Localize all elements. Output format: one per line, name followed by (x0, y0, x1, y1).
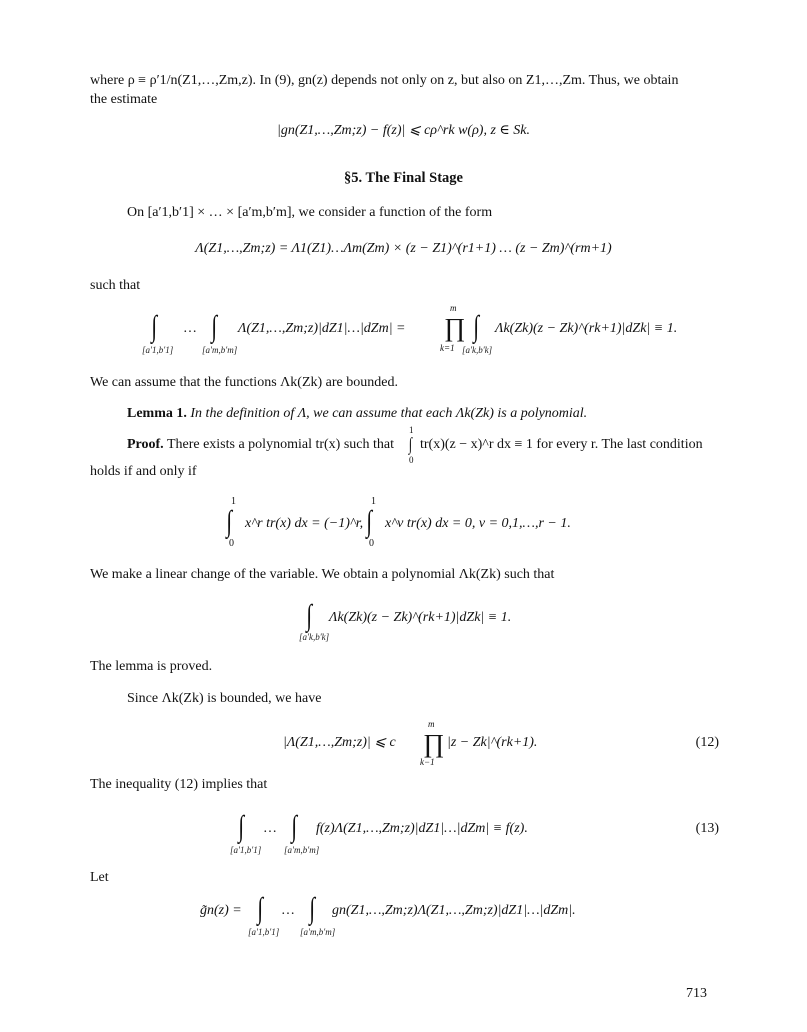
eq12-lhs: |Λ(Z1,…,Zm;z)| ⩽ c (283, 735, 396, 750)
proof-lead (127, 436, 394, 455)
integral-sign-icon: ∫ (226, 505, 232, 538)
integral-sign-icon: ∫ (151, 310, 157, 343)
condition-upper-1: 1 (231, 496, 236, 507)
equation-lambda: Λ(Z1,…,Zm;z) = Λ1(Z1)…Λm(Zm) × (z − Z1)^(r1+1) … (z − Zm)^(rm+1) (195, 241, 612, 256)
limit-second: [a′m,b′m] (202, 345, 238, 355)
definition-body: gn(Z1,…,Zm;z)Λ(Z1,…,Zm;z)|dZ1|…|dZm|. (332, 903, 576, 918)
equation-number-12: (12) (695, 735, 719, 750)
paragraph-bounded: We can assume that the functions Λk(Zk) are bounded. (90, 375, 398, 390)
paragraph-inequality: The inequality (12) implies that (90, 777, 268, 792)
paragraph-intro-line1: where ρ ≡ ρ′1/n(Z1,…,Zm,z). In (9), gn(z) depends not only on z, but also on Z1,…,Zm. Thus, we obtain (90, 73, 679, 88)
integral-sign-icon: ∫ (291, 810, 297, 843)
equation-13 (0, 806, 807, 856)
integral-sign-icon: ∫ (306, 599, 312, 632)
integral-sign-icon: ∫ (408, 434, 413, 454)
integral-sign-icon: ∫ (473, 310, 479, 343)
lemma-label: Lemma 1. (127, 406, 187, 421)
lemma-statement (127, 405, 727, 424)
equation-12 (0, 720, 807, 766)
definition-limit-first: [a′1,b′1] (248, 927, 280, 937)
condition-lower-2: 0 (369, 538, 374, 549)
normalization-body: Λ(Z1,…,Zm;z)|dZ1|…|dZm| = (238, 321, 406, 336)
ellipsis: … (184, 321, 197, 336)
limit-k: [a′k,b′k] (462, 345, 493, 355)
equation-normalization (142, 303, 710, 358)
equation-polynomial (299, 597, 705, 645)
ellipsis: … (282, 903, 295, 918)
eq12-rhs: |z − Zk|^(rk+1). (447, 735, 538, 750)
product-sign-icon: ∏ (444, 313, 466, 342)
equation-estimate: |gn(Z1,…,Zm;z) − f(z)| ⩽ cρ^rk w(ρ), z ∈ Sk. (276, 123, 530, 138)
integral-sign-icon: ∫ (309, 892, 315, 925)
paragraph-function-form: On [a′1,b′1] × … × [a′m,b′m], we consider a function of the form (127, 205, 493, 220)
product-upper: m (450, 303, 457, 313)
condition-left: x^r tr(x) dx = (−1)^r, (245, 516, 364, 531)
page-number: 713 (686, 986, 707, 1001)
lemma-text: In the definition of Λ, we can assume that each Λk(Zk) is a polynomial. (190, 406, 588, 421)
condition-right: x^ν tr(x) dx = 0, ν = 0,1,…,r − 1. (385, 516, 571, 531)
proof-label: Proof. (127, 437, 164, 452)
eq13-body: f(z)Λ(Z1,…,Zm;z)|dZ1|…|dZm| ≡ f(z). (316, 821, 528, 836)
eq13-limit-first: [a′1,b′1] (230, 845, 262, 855)
integral-sign-icon: ∫ (211, 310, 217, 343)
equation-number-13: (13) (695, 821, 719, 836)
paragraph-linear-change: We make a linear change of the variable. We obtain a polynomial Λk(Zk) such that (90, 567, 555, 582)
eq13-limit-second: [a′m,b′m] (284, 845, 320, 855)
lemma-proved: The lemma is proved. (90, 659, 213, 674)
limit-k: [a′k,b′k] (299, 632, 330, 642)
paragraph-intro (90, 72, 720, 110)
equation-conditions (225, 495, 705, 547)
equation-definition (0, 888, 807, 938)
proof-text-a: There exists a polynomial tr(x) such that (166, 437, 394, 452)
proof-line (127, 426, 727, 466)
limit-first: [a′1,b′1] (142, 345, 174, 355)
ellipsis: … (264, 821, 277, 836)
product-lower: k=1 (440, 343, 455, 353)
integral-sign-icon: ∫ (238, 810, 244, 843)
integral-sign-icon: ∫ (366, 505, 372, 538)
product-sign-icon: ∏ (423, 729, 445, 758)
proof-integral-lower: 0 (409, 455, 414, 465)
condition-lower-1: 0 (229, 538, 234, 549)
text-such-that: such that (90, 278, 141, 293)
text-let: Let (90, 870, 109, 885)
integral-sign-icon: ∫ (257, 892, 263, 925)
polynomial-body: Λk(Zk)(z − Zk)^(rk+1)|dZk| ≡ 1. (329, 610, 512, 625)
definition-lhs: g̃n(z) = (200, 903, 242, 918)
paragraph-intro-line2: the estimate (90, 91, 158, 107)
condition-upper-2: 1 (371, 496, 376, 507)
paragraph-since-bounded: Since Λk(Zk) is bounded, we have (127, 691, 322, 706)
definition-limit-second: [a′m,b′m] (300, 927, 336, 937)
proof-text-b: tr(x)(z − x)^r dx ≡ 1 for every r. The last condition (420, 437, 703, 452)
proof-integral-upper: 1 (409, 425, 414, 435)
normalization-rhs: Λk(Zk)(z − Zk)^(rk+1)|dZk| ≡ 1. (495, 321, 678, 336)
proof-line2: holds if and only if (90, 464, 197, 479)
eq12-product-lower: k−1 (420, 757, 435, 767)
eq12-product-upper: m (428, 719, 435, 729)
section-title: §5. The Final Stage (344, 170, 463, 186)
